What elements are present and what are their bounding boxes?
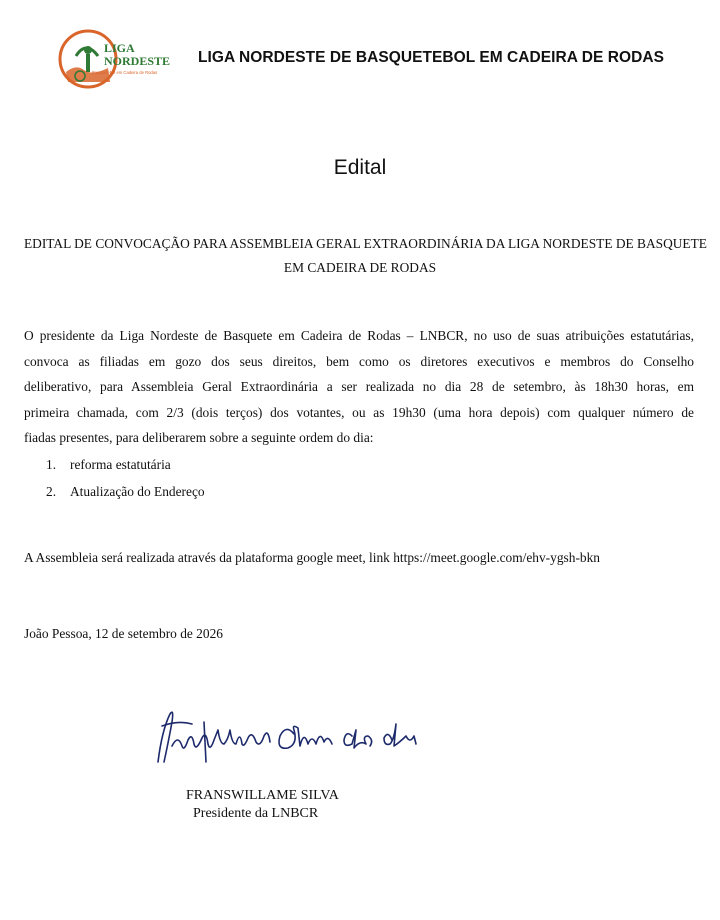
agenda-item-text: reforma estatutária [70, 457, 171, 472]
place-and-date: João Pessoa, 12 de setembro de 2026 [24, 626, 223, 641]
league-name-header: LIGA NORDESTE DE BASQUETEBOL EM CADEIRA DE RODAS [198, 49, 664, 66]
agenda-item-text: Atualização do Endereço [70, 484, 205, 499]
signer-role: Presidente da LNBCR [193, 806, 319, 821]
signer-name: FRANSWILLAME SILVA [186, 788, 339, 803]
subtitle-line: EM CADEIRA DE RODAS [283, 260, 437, 275]
paragraph-line: primeira chamada, com 2/3 (dois terços) dos votantes, ou as 19h30 (uma hora depois) com qualquer número de [24, 404, 694, 420]
document-title: Edital [333, 156, 387, 179]
paragraph-line: deliberativo, para Assembleia Geral Extraordinária a ser realizada no dia 28 de setembro, às 18h30 horas, em [24, 379, 694, 394]
logo-word-liga: LIGA [104, 41, 135, 55]
handwritten-signature [148, 700, 448, 780]
agenda-item [46, 451, 205, 478]
subtitle-line: EDITAL DE CONVOCAÇÃO PARA ASSEMBLEIA GERAL EXTRAORDINÁRIA DA LIGA NORDESTE DE BASQUETE [24, 236, 707, 251]
logo-word-nordeste: NORDESTE [104, 54, 170, 68]
document-subtitle [24, 232, 707, 280]
logo-tagline: Basquetebol em Cadeira de Rodas [92, 70, 158, 75]
paragraph-line: O presidente da Liga Nordeste de Basquete em Cadeira de Rodas – LNBCR, no uso de suas atribuições estatutárias, [24, 328, 694, 343]
paragraph-line: fiadas presentes, para deliberarem sobre a seguinte ordem do dia: [24, 430, 374, 445]
agenda-item-number: 1. [46, 457, 57, 472]
agenda-item-number: 2. [46, 484, 57, 499]
paragraph-line: convoca as filiadas em gozo dos seus direitos, bem como os diretores executivos e membros do Conselho [24, 353, 694, 369]
agenda-list [46, 451, 205, 505]
liga-nordeste-logo [58, 26, 170, 92]
agenda-item [46, 478, 205, 505]
meeting-link-note: A Assembleia será realizada através da plataforma google meet, link https://meet.google.com/ehv-ygsh-bkn [24, 550, 600, 565]
convocation-paragraph [24, 323, 694, 451]
